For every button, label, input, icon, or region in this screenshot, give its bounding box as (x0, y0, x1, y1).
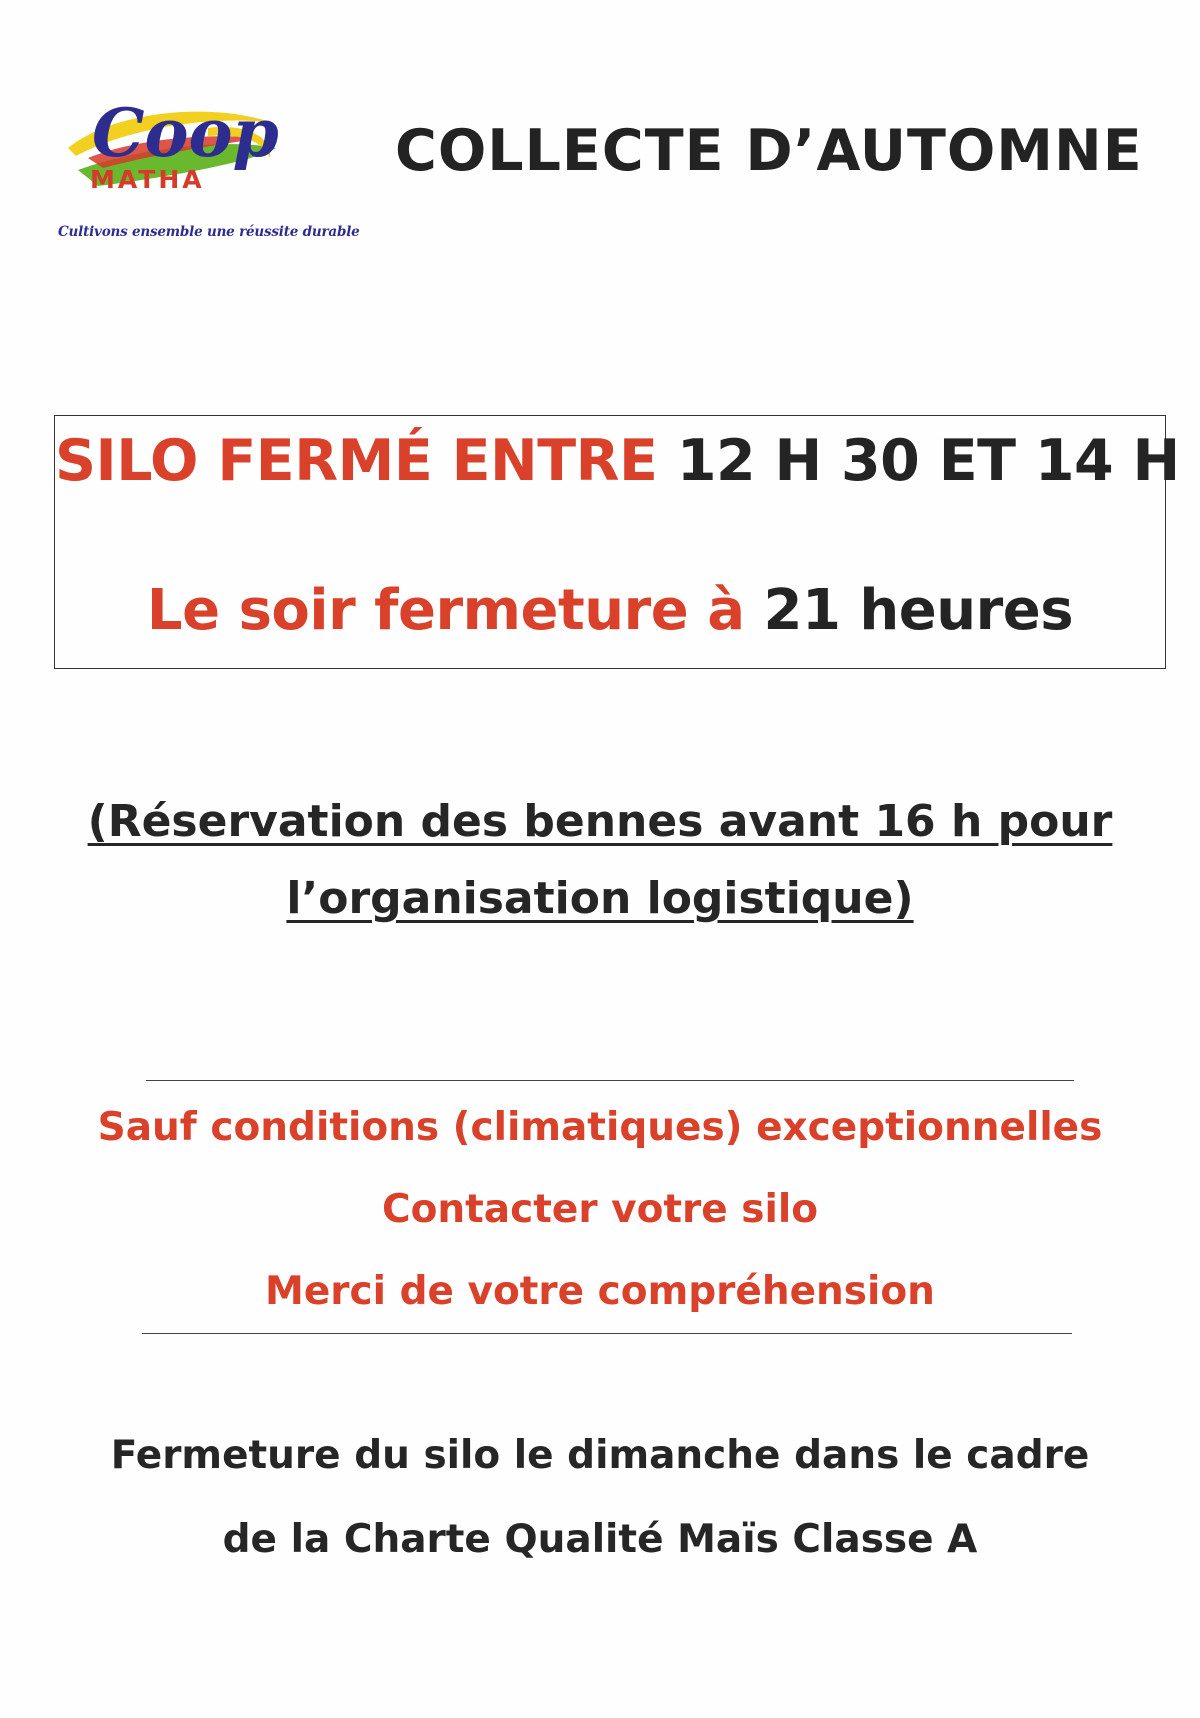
logo-coop-text: Coop (92, 94, 279, 172)
hours-box (54, 415, 1180, 669)
reservation-text-2: l’organisation logistique) (286, 873, 914, 924)
reservation-note-line-2 (0, 873, 1200, 924)
thanks-note: Merci de votre compréhension (265, 1269, 935, 1314)
reservation-note-line-1 (0, 796, 1200, 847)
divider-top (146, 1080, 1074, 1081)
evening-closing-value: 21 heures (763, 578, 1074, 643)
divider-bottom (142, 1333, 1072, 1334)
coop-matha-logo (58, 78, 360, 258)
page-title: COLLECTE D’AUTOMNE (395, 118, 1143, 184)
logo-matha-text: MATHA (90, 165, 205, 194)
logo-tagline: Cultivons ensemble une réussite durable (58, 224, 360, 240)
closing-hours-value: 12 H 30 ET 14 H (676, 428, 1180, 494)
sunday-closure-line-1: Fermeture du silo le dimanche dans le cadre (110, 1433, 1090, 1478)
evening-closing-line (55, 578, 1165, 643)
sunday-closure-line-2: de la Charte Qualité Maïs Classe A (222, 1517, 978, 1562)
exception-note: Sauf conditions (climatiques) exceptionnelles (97, 1105, 1103, 1150)
reservation-text-1: (Réservation des bennes avant 16 h pour (87, 796, 1113, 847)
logo-graphic (58, 78, 328, 218)
closing-hours-label: SILO FERMÉ ENTRE (55, 428, 677, 494)
evening-closing-label: Le soir fermeture à (146, 578, 764, 643)
closing-hours-line (55, 428, 1180, 494)
contact-note: Contacter votre silo (381, 1187, 819, 1232)
